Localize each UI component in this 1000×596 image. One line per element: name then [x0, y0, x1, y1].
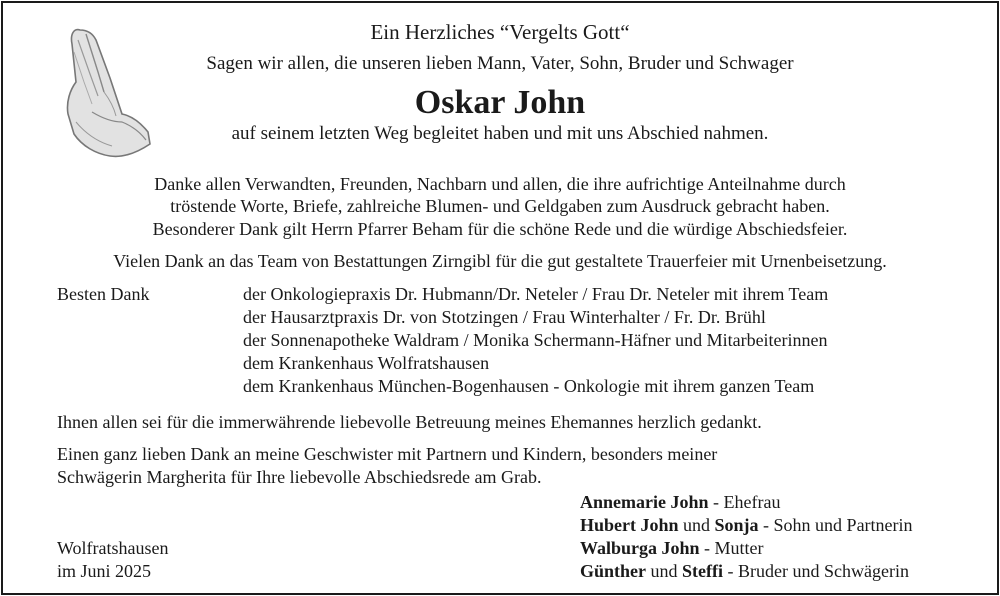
signature-name: Günther — [580, 561, 647, 581]
best-thanks-label: Besten Dank — [57, 284, 150, 304]
signature-conjunction: und — [646, 561, 683, 581]
best-thanks-item: der Onkologiepraxis Dr. Hubmann/Dr. Neteler / Frau Dr. Neteler mit ihrem Team — [243, 284, 829, 304]
signature-relation: - Bruder und Schwägerin — [723, 561, 909, 581]
signature-relation: - Ehefrau — [708, 492, 781, 512]
thanks-line-2: tröstende Worte, Briefe, zahlreiche Blumen- und Geldgaben zum Ausdruck gebracht haben. — [170, 196, 830, 216]
signature-partner: Sonja — [714, 515, 759, 535]
signature-partner: Steffi — [682, 561, 723, 581]
closing-line-2: Einen ganz lieben Dank an meine Geschwister mit Partnern und Kindern, besonders meiner — [57, 444, 718, 464]
signature-line — [580, 561, 909, 582]
signature-line — [580, 515, 913, 536]
signature-line — [580, 538, 764, 559]
closing-line-1: Ihnen allen sei für die immerwährende liebevolle Betreuung meines Ehemannes herzlich gedankt. — [57, 412, 762, 432]
outro-line: auf seinem letzten Weg begleitet haben und mit uns Abschied nahmen. — [231, 123, 769, 144]
signature-conjunction: und — [678, 515, 715, 535]
best-thanks-item: dem Krankenhaus Wolfratshausen — [243, 353, 490, 373]
place: Wolfratshausen — [57, 538, 169, 558]
signature-name: Hubert John — [580, 515, 679, 535]
best-thanks-item: der Sonnenapotheke Waldram / Monika Schermann-Häfner und Mitarbeiterinnen — [243, 330, 828, 350]
signature-name: Walburga John — [580, 538, 700, 558]
best-thanks-item: der Hausarztpraxis Dr. von Stotzingen / Frau Winterhalter / Fr. Dr. Brühl — [243, 307, 766, 327]
date: im Juni 2025 — [57, 561, 152, 581]
thanks-line-1: Danke allen Verwandten, Freunden, Nachbarn und allen, die ihre aufrichtige Anteilnahme durch — [154, 174, 846, 194]
intro-line: Sagen wir allen, die unseren lieben Mann, Vater, Sohn, Bruder und Schwager — [206, 53, 794, 74]
funeral-home-thanks: Vielen Dank an das Team von Bestattungen Zirngibl für die gut gestaltete Trauerfeier mit Urnenbeisetzung. — [113, 251, 887, 271]
best-thanks-item: dem Krankenhaus München-Bogenhausen - Onkologie mit ihrem ganzen Team — [243, 376, 815, 396]
signature-relation: - Sohn und Partnerin — [758, 515, 913, 535]
heading: Ein Herzliches “Vergelts Gott“ — [370, 20, 630, 44]
closing-line-3: Schwägerin Margherita für Ihre liebevolle Abschiedsrede am Grab. — [57, 467, 542, 487]
thanks-line-3: Besonderer Dank gilt Herrn Pfarrer Beham für die schöne Rede und die würdige Abschiedsfeier. — [152, 219, 848, 239]
signature-line — [580, 492, 780, 513]
deceased-name: Oskar John — [414, 84, 586, 121]
signature-name: Annemarie John — [580, 492, 709, 512]
signature-relation: - Mutter — [699, 538, 764, 558]
